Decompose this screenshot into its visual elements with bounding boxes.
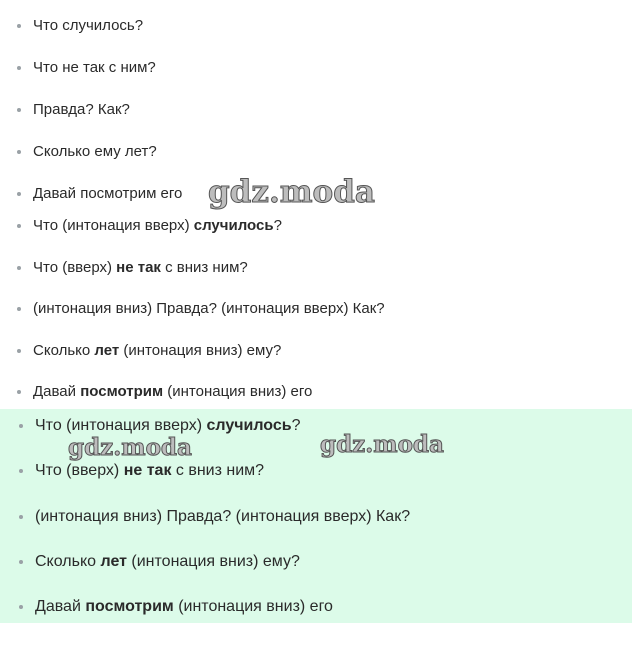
bullet-icon (17, 66, 21, 70)
bullet-icon (19, 424, 23, 428)
list-item-text: (интонация вниз) Правда? (интонация вверх) Как? (35, 508, 411, 525)
list-item-text: Что (интонация вверх) случилось? (35, 417, 301, 434)
bullet-icon (17, 307, 21, 311)
list-item-text: Давай посмотрим (интонация вниз) его (33, 383, 313, 400)
list-item (17, 58, 156, 78)
stressed-word: не так (123, 462, 172, 479)
list-item (19, 552, 300, 572)
stressed-word: случилось (206, 417, 292, 434)
bullet-icon (17, 266, 21, 270)
stressed-word: посмотрим (80, 383, 164, 400)
list-item-text: Сколько лет (интонация вниз) ему? (33, 342, 282, 359)
stressed-word: не так (116, 259, 161, 276)
bullet-icon (19, 605, 23, 609)
list-item (17, 382, 312, 402)
stressed-word: лет (100, 553, 127, 570)
bullet-icon (17, 390, 21, 394)
list-item-text: Что (интонация вверх) случилось? (33, 217, 282, 234)
stressed-word: случилось (193, 217, 274, 234)
list-item-text: Что случилось? (33, 17, 144, 34)
list-item-text: Давай посмотрим его (33, 185, 183, 202)
list-item (17, 100, 130, 120)
bullet-icon (19, 469, 23, 473)
bullet-icon (19, 560, 23, 564)
stressed-word: посмотрим (85, 598, 174, 615)
bullet-icon (17, 349, 21, 353)
bullet-icon (17, 224, 21, 228)
list-item (17, 184, 182, 204)
list-item (17, 341, 281, 361)
list-item (19, 507, 410, 527)
list-item (19, 461, 264, 481)
list-item (19, 597, 333, 617)
bullet-icon (17, 150, 21, 154)
list-item (17, 16, 143, 36)
list-item-text: Что (вверх) не так с вниз ним? (35, 462, 265, 479)
list-item (19, 416, 301, 436)
bullet-icon (17, 108, 21, 112)
bullet-icon (17, 192, 21, 196)
list-item (17, 258, 248, 278)
watermark-logo: gdz.moda (320, 431, 444, 458)
list-item-text: Что (вверх) не так с вниз ним? (33, 259, 248, 276)
bullet-icon (17, 24, 21, 28)
list-item-text: Давай посмотрим (интонация вниз) его (35, 598, 333, 615)
list-item-text: Сколько ему лет? (33, 143, 157, 160)
watermark-logo: gdz.moda (68, 434, 192, 461)
bullet-icon (19, 515, 23, 519)
list-item-text: Правда? Как? (33, 101, 130, 118)
list-item (17, 142, 157, 162)
watermark-logo: gdz.moda (208, 174, 375, 210)
list-item-text: (интонация вниз) Правда? (интонация вверх) Как? (33, 300, 385, 317)
list-item-text: Что не так с ним? (33, 59, 156, 76)
list-item-text: Сколько лет (интонация вниз) ему? (35, 553, 300, 570)
list-item (17, 216, 282, 236)
list-item (17, 299, 385, 319)
stressed-word: лет (94, 342, 120, 359)
